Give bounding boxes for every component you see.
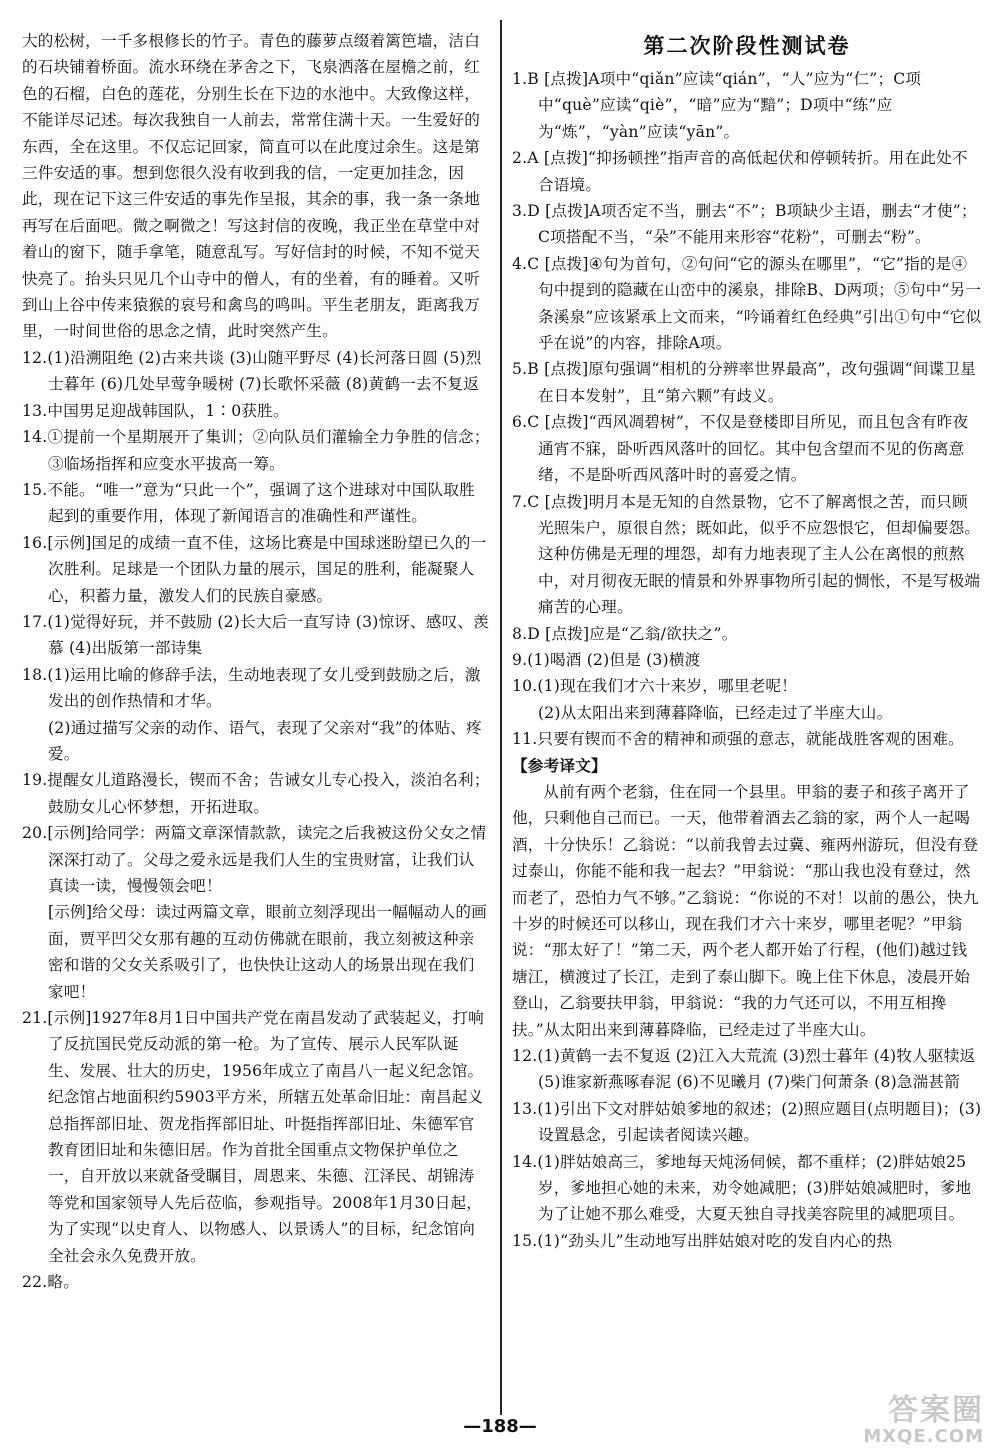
answer-item: 10.(1)现在我们才六十来岁，哪里老呢！ bbox=[512, 677, 797, 696]
answer-item: 22.略。 bbox=[22, 1273, 79, 1292]
answer-item: 12.(1)沿溯阻绝 (2)古来共谈 (3)山随平野尽 (4)长河落日圆 (5)烈士暮年 (6)几处早莺争暖树 (7)长歌怀采薇 (8)黄鹤一去不复返 bbox=[22, 348, 482, 394]
answer-item: 1.B [点拨]A项中“qiǎn”应读“qián”，“人”应为“仁”；C项中“què”应读“qiè”，“暗”应为“黯”；D项中“练”应为“炼”，“yàn”应读“yān”。 bbox=[512, 70, 922, 141]
translation-label: 【参考译文】 bbox=[512, 755, 607, 775]
answer-item: 8.D [点拨]应是“乙翁/欲扶之”。 bbox=[512, 624, 738, 643]
translation-continuation: 大的松树，一千多根修长的竹子。青色的藤萝点缀着篱笆墙，洁白的石块铺着桥面。流水环绕在茅舍之下，飞泉洒落在屋檐之前，红色的石榴，白色的莲花，分别生长在下边的水池中。大致像这样，不能详尽记述。每次我独自一人前去，常常住满十天。一生爱好的东西，全在这里。不仅忘记回家，简直可以在此度过余生。这是第三件安适的事。想到您很久没有收到我的信，一定更加挂念，因此，现在记下这三件安适的事先作呈报，其余的事，我一条一条地再写在后面吧。微之啊微之！写这封信的夜晚，我正坐在草堂中对着山的窗下，随手拿笔，随意乱写。写好信封的时候，不知不觉天快亮了。抬头只见几个山寺中的僧人，有的坐着，有的睡着。又听到山上谷中传来猿猴的哀号和禽鸟的鸣叫。平生老朋友，距离我万里，一时间世俗的思念之情，此时突然产生。 bbox=[22, 32, 481, 341]
answer-item: 14.(1)胖姑娘高三，爹地每天炖汤伺候，都不重样；(2)胖姑娘25岁，爹地担心她的未来，劝令她减肥；(3)胖姑娘减肥时，爹地为了让她不那么难受，大夏天独自寻找美容院里的减肥项目。 bbox=[512, 1152, 972, 1224]
answer-item: 5.B [点拨]原句强调“相机的分辨率世界最高”，改句强调“间谍卫星在日本发射”，且“第六颗”有歧义。 bbox=[512, 360, 977, 405]
answer-item: 13.(1)引出下文对胖姑娘爹地的叙述；(2)照应题目(点明题目)；(3)设置悬念，引起读者阅读兴趣。 bbox=[512, 1099, 982, 1145]
answer-item: 20.[示例]给同学：两篇文章深情款款，读完之后我被这份父女之情深深打动了。父母之爱永远是我们人生的宝贵财富，让我们认真读一读，慢慢领会吧！ bbox=[22, 824, 487, 895]
reference-translation: 从前有两个老翁，住在同一个县里。甲翁的妻子和孩子离开了他，只剩他自己而已。一天，他带着酒去乙翁的家，两个人一起喝酒，十分快乐！乙翁说：“以前我曾去过冀、雍两州游玩，但没有登过泰山，你能不能和我一起去？”甲翁说：“那山我也没有登过，然而老了，恐怕力气不够。”乙翁说：“你说的不对！以前的愚公，快九十岁的时候还可以移山，现在我们才六十来岁，哪里老呢？”甲翁说：“那太好了！”第二天，两个老人都开始了行程，(他们)越过钱塘江，横渡过了长江，走到了泰山脚下。晚上住下休息，凌晨开始登山，乙翁要扶甲翁，甲翁说：“我的力气还可以，不用互相搀扶。”从太阳出来到薄暮降临，已经走过了半座大山。 bbox=[512, 782, 979, 1039]
answer-item: 13.中国男足迎战韩国队，1∶0获胜。 bbox=[22, 401, 289, 420]
answer-item: 7.C [点拨]明月本是无知的自然景物，它不了解离恨之苦，而只顾光照朱户，原很自然；既如此，似乎不应怨恨它，但却偏要怨。这种仿佛是无理的埋怨，却有力地表现了主人公在离恨的煎熬中，对月彻夜无眠的情景和外界事物所引起的惆怅，不是写极端痛苦的心理。 bbox=[512, 492, 981, 617]
answer-item: (2)从太阳出来到薄暮降临，已经走过了半座大山。 bbox=[538, 703, 893, 722]
right-answer-list-2 bbox=[512, 1043, 982, 1254]
answer-item: [示例]给父母：读过两篇文章，眼前立刻浮现出一幅幅动人的画面，贾平凹父女那有趣的互动仿佛就在眼前，我立刻被这种亲密和谐的父女关系吸引了，也快快让这动人的场景出现在我们家吧！ bbox=[48, 903, 487, 1001]
left-column bbox=[22, 28, 490, 1296]
right-column bbox=[512, 28, 982, 1254]
answer-item: 15.不能。“唯一”意为“只此一个”，强调了这个进球对中国队取胜起到的重要作用，体现了新闻语言的准确性和严谨性。 bbox=[22, 480, 475, 526]
column-divider bbox=[500, 20, 502, 1415]
answer-item: 12.(1)黄鹤一去不复返 (2)江入大荒流 (3)烈士暮年 (4)牧人驱犊返 (5)谁家新燕啄春泥 (6)不见曦月 (7)柴门何萧条 (8)急湍甚箭 bbox=[512, 1047, 976, 1092]
answer-item: 19.提醒女儿道路漫长，锲而不舍；告诫女儿专心投入，淡泊名利；鼓励女儿心怀梦想，开拓进取。 bbox=[22, 771, 490, 816]
answer-item: 21.[示例]1927年8月1日中国共产党在南昌发动了武装起义，打响了反抗国民党反动派的第一枪。为了宣传、展示人民军队诞生、发展、壮大的历史，1956年成立了南昌八一起义纪念馆。纪念馆占地面积约5903平方米，所辖五处革命旧址：南昌起义总指挥部旧址、贺龙指挥部旧址、叶挺指挥部旧址、朱德军官教育团旧址和朱德旧居。作为首批全国重点文物保护单位之一，自开放以来就备受瞩目，周恩来、朱德、江泽民、胡锦涛等党和国家领导人先后莅临，参观指导。2008年1月30日起，为了实现“以史育人、以物感人、以景诱人”的目标，纪念馆向全社会永久免费开放。 bbox=[22, 1009, 484, 1265]
left-answer-list bbox=[22, 345, 490, 1296]
answer-item: 16.[示例]国足的成绩一直不佳，这场比赛是中国球迷盼望已久的一次胜利。足球是一个团队力量的展示，国足的胜利，能凝聚人心，积蓄力量，激发人们的民族自豪感。 bbox=[22, 533, 487, 605]
answer-item: 15.(1)“劲头儿”生动地写出胖姑娘对吃的发自内心的热 bbox=[512, 1231, 893, 1250]
answer-item: 17.(1)觉得好玩，并不鼓励 (2)长大后一直写诗 (3)惊讶、感叹、羡慕 (4)出版第一部诗集 bbox=[22, 612, 490, 658]
section-title: 第二次阶段性测试卷 bbox=[643, 34, 851, 58]
site-watermark bbox=[834, 1395, 984, 1451]
answer-item: 11.只要有锲而不舍的精神和顽强的意志，就能战胜客观的困难。 bbox=[512, 730, 964, 749]
answer-item: 4.C [点拨]④句为首句，②句问“它的源头在哪里”，“它”指的是④句中提到的隐藏在山峦中的溪泉，排除B、D两项；⑤句中“另一条溪泉”应该紧承上文而来，“吟诵着红色经典”引出①句中“它似乎在说”的内容，排除A项。 bbox=[512, 254, 982, 353]
page-number: —188— bbox=[463, 1416, 537, 1437]
answer-item: 18.(1)运用比喻的修辞手法，生动地表现了女儿受到鼓励之后，激发出的创作热情和才华。 bbox=[22, 665, 481, 711]
right-answer-list bbox=[512, 66, 982, 753]
answer-item: 2.A [点拨]“抑扬顿挫”指声音的高低起伏和停顿转折。用在此处不合语境。 bbox=[512, 149, 968, 194]
answer-item: (2)通过描写父亲的动作、语气，表现了父亲对“我”的体贴、疼爱。 bbox=[48, 718, 482, 763]
answer-item: 9.(1)喝酒 (2)但是 (3)横渡 bbox=[512, 650, 701, 669]
watermark-logo-text: 答案圈 bbox=[888, 1393, 984, 1428]
answer-item: 3.D [点拨]A项否定不当，删去“不”；B项缺少主语，删去“才使”；C项搭配不当，“朵”不能用来形容“花粉”，可删去“粉”。 bbox=[512, 202, 977, 247]
answer-item: 14.①提前一个星期展开了集训；②向队员们灌输全力争胜的信念；③临场指挥和应变水平拔高一筹。 bbox=[22, 428, 490, 473]
watermark-domain: MXQE.COM bbox=[863, 1426, 984, 1447]
answer-item: 6.C [点拨]“西风凋碧树”，不仅是登楼即目所见，而且包含有昨夜通宵不寐，卧听西风落叶的回忆。其中包含望而不见的伤离意绪，不是卧听西风落叶时的喜爱之情。 bbox=[512, 413, 969, 485]
